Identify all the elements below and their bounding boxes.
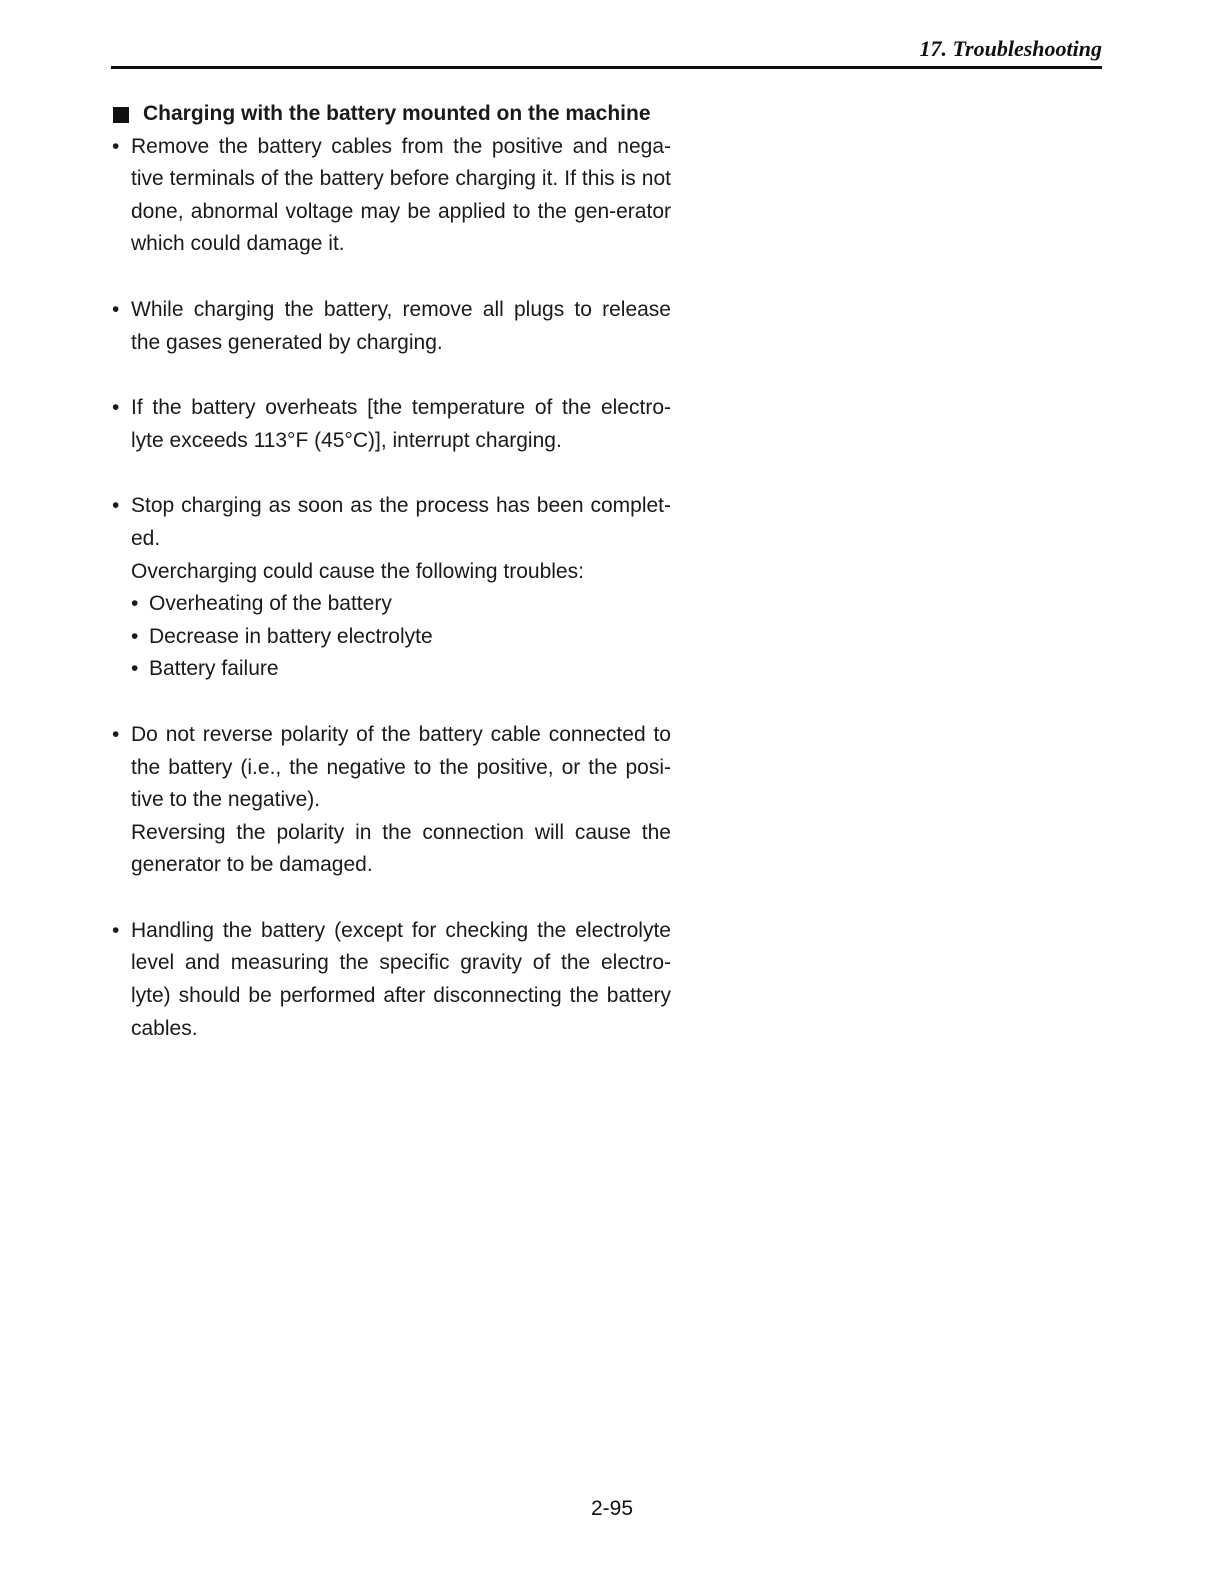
list-item-text: Stop charging as soon as the process has been complet-ed. [131, 494, 671, 550]
sub-list-item [131, 588, 671, 621]
list-item-text: While charging the battery, remove all plugs to release the gases generated by charging. [131, 297, 671, 354]
bullet-icon: • [112, 297, 120, 321]
bullet-icon: • [131, 592, 139, 616]
sub-list-item-text: Decrease in battery electrolyte [149, 624, 433, 648]
bullet-icon: • [112, 722, 120, 746]
bullet-icon: • [112, 396, 120, 420]
bullet-icon: • [131, 624, 139, 648]
list-item [111, 131, 671, 261]
main-content [111, 98, 671, 1078]
section-heading-text: Charging with the battery mounted on the machine [143, 102, 651, 125]
list-item-text: Do not reverse polarity of the battery cable connected to the battery (i.e., the negative to the positive, or the posi-tive to the negative). [131, 722, 671, 812]
sub-list-item [131, 621, 671, 654]
list-item [111, 294, 671, 359]
list-item-note: Reversing the polarity in the connection will cause the generator to be damaged. [131, 820, 671, 877]
chapter-title: 17. Troubleshooting [919, 36, 1102, 61]
list-item [111, 490, 671, 686]
list-item [111, 915, 671, 1045]
sub-list-item-text: Overheating of the battery [149, 592, 392, 616]
sub-list-item-text: Battery failure [149, 657, 279, 681]
list-item-text: If the battery overheats [the temperature of the electro-lyte exceeds 113°F (45°C)], interrupt charging. [131, 396, 671, 452]
section-heading [111, 98, 671, 131]
page-header [111, 32, 1102, 69]
bullet-icon: • [112, 918, 120, 942]
list-item-note: Overcharging could cause the following troubles: [131, 559, 584, 583]
sub-list [131, 588, 671, 686]
bullet-list [111, 131, 671, 1046]
page-number: 2-95 [590, 1497, 634, 1520]
list-item [111, 392, 671, 457]
bullet-icon: • [112, 134, 120, 158]
square-bullet-icon [113, 107, 129, 123]
list-item-text: Handling the battery (except for checking the electrolyte level and measuring the specific gravity of the electro-lyte) should be performed after disconnecting the battery cables. [131, 918, 671, 1040]
sub-list-item [131, 653, 671, 686]
bullet-icon: • [131, 657, 139, 681]
bullet-icon: • [112, 494, 120, 518]
list-item [111, 719, 671, 882]
list-item-text: Remove the battery cables from the positive and nega-tive terminals of the battery before charging it. If this is not done, abnormal voltage may be applied to the gen-erator which could damage it. [131, 134, 671, 256]
